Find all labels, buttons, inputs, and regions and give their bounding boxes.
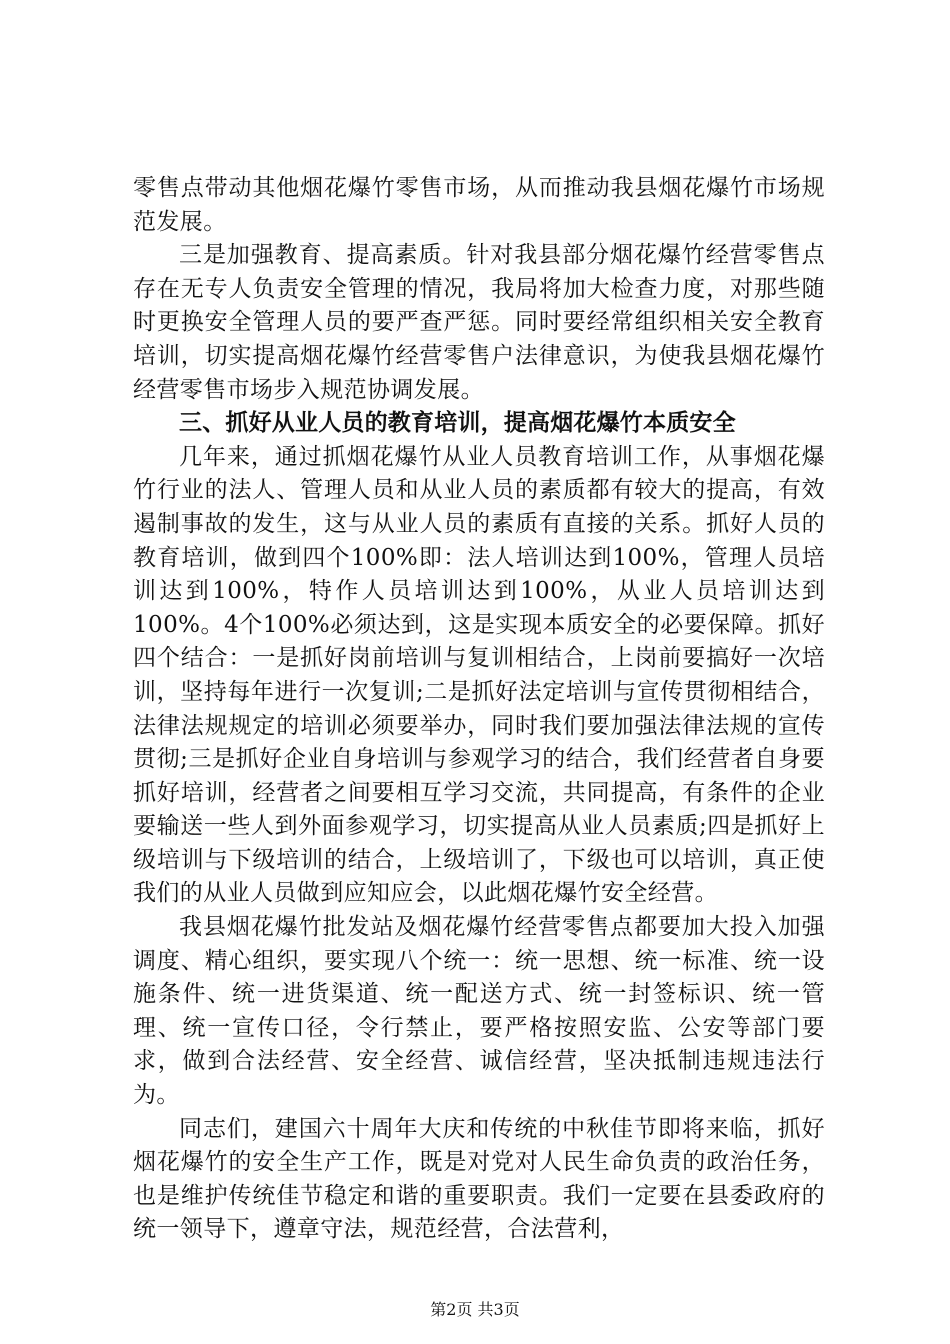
paragraph-closing: 同志们，建国六十周年大庆和传统的中秋佳节即将来临，抓好烟花爆竹的安全生产工作，既是对党对人民生命负责的政治任务，也是维护传统佳节稳定和谐的重要职责。我们一定要在县委政府的统一领导下，遵章守法，规范经营，合法营利， — [133, 1115, 825, 1243]
paragraph-eight-unifications: 我县烟花爆竹批发站及烟花爆竹经营零售点都要加大投入加强调度、精心组织，要实现八个统一：统一思想、统一标准、统一设施条件、统一进货渠道、统一配送方式、统一封签标识、统一管理、统一宣传口径，令行禁止，要严格按照安监、公安等部门要求，做到合法经营、安全经营、诚信经营，坚决抵制违规违法行为。 — [133, 914, 825, 1109]
paragraph-training: 几年来，通过抓烟花爆竹从业人员教育培训工作，从事烟花爆竹行业的法人、管理人员和从业人员的素质都有较大的提高，有效遏制事故的发生，这与从业人员的素质有直接的关系。抓好人员的教育培训，做到四个100%即：法人培训达到100%，管理人员培训达到100%，特作人员培训达到100%，从业人员培训达到100%。4个100%必须达到，这是实现本质安全的必要保障。抓好四个结合：一是抓好岗前培训与复训相结合，上岗前要搞好一次培训，坚持每年进行一次复训;二是抓好法定培训与宣传贯彻相结合，法律法规规定的培训必须要举办，同时我们要加强法律法规的宣传贯彻;三是抓好企业自身培训与参观学习的结合，我们经营者自身要抓好培训，经营者之间要相互学习交流，共同提高，有条件的企业要输送一些人到外面参观学习，切实提高从业人员素质;四是抓好上级培训与下级培训的结合，上级培训了，下级也可以培训，真正使我们的从业人员做到应知应会，以此烟花爆竹安全经营。 — [133, 443, 825, 907]
section-heading-3: 三、抓好从业人员的教育培训，提高烟花爆竹本质安全 — [179, 410, 736, 437]
document-body — [133, 172, 825, 1247]
paragraph-education-quality: 三是加强教育、提高素质。针对我县部分烟花爆竹经营零售点存在无专人负责安全管理的情况，我局将加大检查力度，对那些随时更换安全管理人员的要严查严惩。同时要经常组织相关安全教育培训，切实提高烟花爆竹经营零售户法律意识，为使我县烟花爆竹经营零售市场步入规范协调发展。 — [133, 242, 825, 403]
page-footer: 第2页 共3页 — [430, 1300, 520, 1319]
paragraph-continuation: 零售点带动其他烟花爆竹零售市场，从而推动我县烟花爆竹市场规范发展。 — [133, 175, 825, 235]
